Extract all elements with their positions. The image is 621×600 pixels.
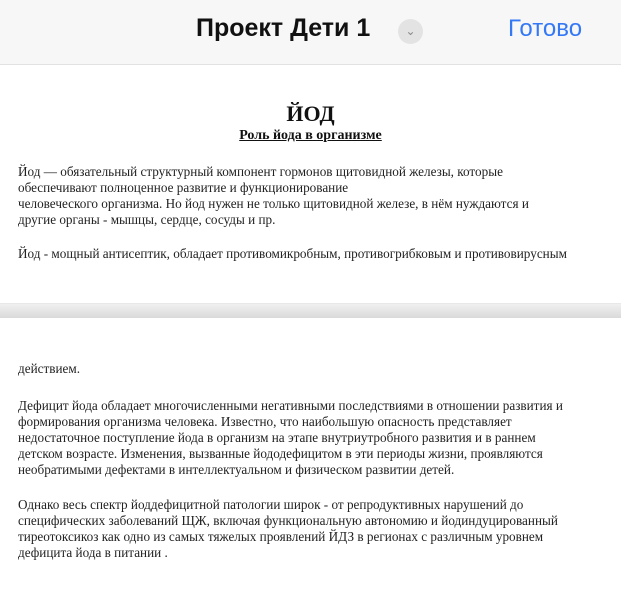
- document-page-2: [0, 318, 621, 600]
- paragraph-3: [18, 398, 613, 478]
- document-heading: ЙОД: [286, 101, 335, 126]
- done-button[interactable]: Готово: [508, 15, 583, 42]
- paragraph-4: [18, 497, 613, 561]
- text-line: обеспечивают полноценное развитие и функционирование: [18, 180, 349, 195]
- text-line: детском возрасте. Изменения, вызванные йододефицитом в эти периоды жизни, проявляются: [18, 446, 543, 461]
- text-line: специфических заболеваний ЩЖ, включая функциональную автономию и йодиндуцированный: [18, 513, 558, 528]
- text-line: Дефицит йода обладает многочисленными негативными последствиями в отношении развития и: [18, 398, 563, 413]
- text-line: человеческого организма. Но йод нужен не только щитовидной железе, в нём нуждаются и: [18, 196, 529, 211]
- paragraph-2: Йод - мощный антисептик, обладает противомикробным, противогрибковым и противовирусным: [18, 246, 567, 261]
- text-line: другие органы - мышцы, сердце, сосуды и пр.: [18, 212, 276, 227]
- page-break: [0, 303, 621, 319]
- text-line: тиреотоксикоз как одно из самых тяжелых проявлений ЙДЗ в регионах с различным уровнем: [18, 529, 544, 544]
- paragraph-1: [18, 164, 613, 228]
- text-line: Однако весь спектр йоддефицитной патологии широк - от репродуктивных нарушений до: [18, 497, 524, 512]
- chevron-down-icon[interactable]: ⌄: [398, 19, 423, 44]
- paragraph-continuation: действием.: [18, 361, 81, 376]
- text-line: Йод — обязательный структурный компонент гормонов щитовидной железы, которые: [18, 164, 503, 179]
- navigation-bar: [0, 0, 621, 65]
- text-line: формирования организма человека. Известно, что наибольшую опасность представляет: [18, 414, 512, 429]
- text-line: дефицита йода в питании .: [18, 545, 168, 560]
- document-title[interactable]: Проект Дети 1: [196, 14, 371, 42]
- text-line: недостаточное поступление йода в организм на этапе внутриутробного развития и в раннем: [18, 430, 536, 445]
- text-line: необратимыми дефектами в интеллектуальном и физическом развитии детей.: [18, 462, 455, 477]
- document-subheading: Роль йода в организме: [239, 128, 382, 143]
- document-page-1: [0, 65, 621, 303]
